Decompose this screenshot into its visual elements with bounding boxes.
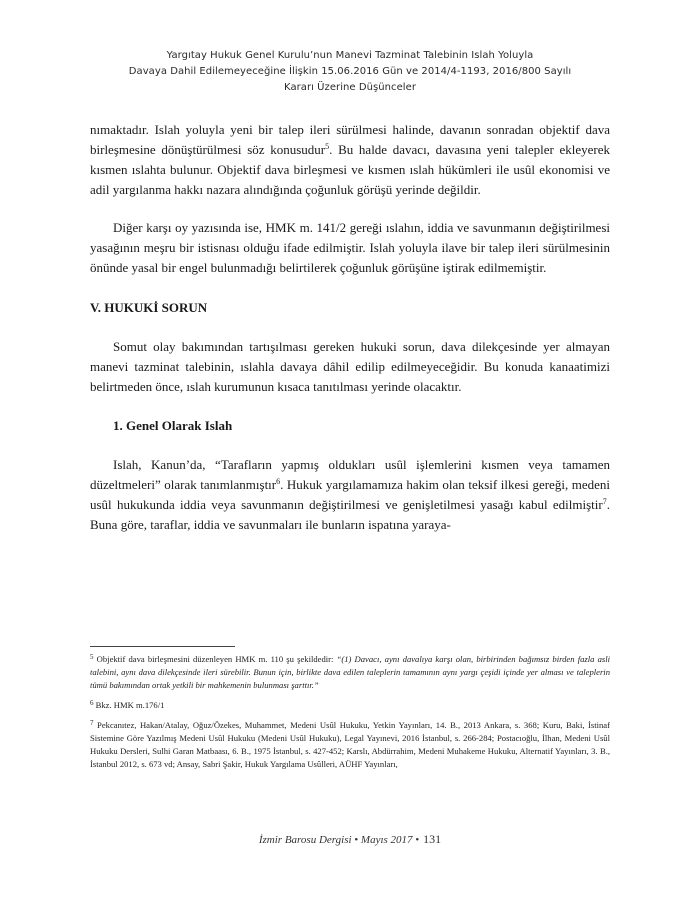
paragraph-2: Diğer karşı oy yazısında ise, HMK m. 141/2 gereği ıslahın, iddia ve savunmanın değiştirilmesi yasağının meşru bir istisnası olduğu ifade edilmiştir. Islah yoluyla ilave bir talep ileri sürülmesinin önünde yasal bir engel bulunmadığı belirtilerek çoğunluk görüşüne iştirak edilmemiştir. bbox=[90, 220, 610, 275]
section-title: V. HUKUKİ SORUN bbox=[90, 300, 208, 315]
page-number: 131 bbox=[423, 832, 442, 846]
footnote-5-quote: “(1) Davacı, aynı davalıya karşı olan, birbirinden bağımsız birden fazla asli talebini, aynı dava dilekçesinde ileri sürebilir. Bunun için, birlikte dava edilen taleplerin tamamının aynı yargı çeşidi içinde yer alması ve taleplerin tümü bakımından ortak yetkili bir mahkemenin bulunması şarttır.” bbox=[90, 654, 610, 690]
footnote-7-text: Pekcanıtez, Hakan/Atalay, Oğuz/Özekes, Muhammet, Medeni Usûl Hukuku, Yetkin Yayınları, 14. B., 2013 Ankara, s. 368; Kuru, Baki, İstinaf Sistemine Göre Yazılmış Medeni Usûl Hukuku (Medeni Usûl Hukuku), Legal Yayınevi, 2016 İstanbul, s. 266-284; Postacıoğlu, İlhan, Medeni Usûl Hukuku Dersleri, Sulhi Garan Matbaası, 6. B., 1975 İstanbul, s. 427-452; Karslı, Abdürrahim, Medeni Muhakeme Hukuku, Alternatif Yayınları, 3. B., İstanbul 2012, s. 673 vd; Ansay, Sabri Şakir, Hukuk Yargılama Usûlleri, AÜHF Yayınları, bbox=[90, 720, 610, 769]
header-line-1: Yargıtay Hukuk Genel Kurulu’nun Manevi Tazminat Talebinin Islah Yoluyla bbox=[166, 50, 534, 61]
header-line-3: Kararı Üzerine Düşünceler bbox=[284, 82, 416, 93]
footnote-6 bbox=[90, 699, 610, 712]
footnote-5 bbox=[90, 653, 610, 692]
paragraph-4-text-3: . Buna göre, taraflar, iddia ve savunmaları ile bunların ispatına yaraya- bbox=[90, 497, 610, 532]
subsection-title: 1. Genel Olarak Islah bbox=[113, 418, 233, 433]
journal-info: İzmir Barosu Dergisi • Mayıs 2017 • bbox=[258, 834, 420, 846]
paragraph-1 bbox=[90, 120, 610, 200]
footnotes bbox=[90, 646, 610, 778]
footnote-7 bbox=[90, 719, 610, 771]
footnote-ref-6[interactable]: 6 bbox=[276, 477, 281, 486]
main-text bbox=[90, 120, 610, 535]
paragraph-1-text-cont: . Bu halde davacı, davasına yeni talepler ekleyerek kısmen ıslahta bulunur. Objektif dava birleşmesi ve kısmen ıslah hükümleri ile usûl ekonomisi ve adil yargılanma hakkı nazara alındığında çoğunluk görüşü yerinde değildir. bbox=[90, 142, 611, 197]
paragraph-4-text-1: Islah, Kanun’da, “Tarafların yapmış oldukları usûl işlemlerini kısmen veya tamamen düzeltmeleri” olarak tanımlanmıştır bbox=[90, 457, 610, 492]
footnote-6-number: 6 bbox=[90, 699, 94, 707]
page-footer bbox=[200, 832, 500, 847]
footnote-6-text: Bkz. HMK m.176/1 bbox=[95, 700, 165, 710]
header-line-2: Davaya Dahil Edilemeyeceğine İlişkin 15.06.2016 Gün ve 2014/4-1193, 2016/800 Sayılı bbox=[128, 66, 572, 77]
footnote-5-number: 5 bbox=[90, 653, 94, 661]
footnote-5-text: Objektif dava birleşmesini düzenleyen HMK m. 110 şu şekildedir: bbox=[96, 654, 337, 664]
footnote-ref-5[interactable]: 5 bbox=[325, 142, 330, 151]
footnote-7-number: 7 bbox=[90, 719, 94, 727]
paragraph-3: Somut olay bakımından tartışılması gereken hukuki sorun, dava dilekçesinde yer almayan manevi tazminat talebinin, ıslahla davaya dâhil edilip edilmeyeceğidir. Bu konuda kanaatimizi belirtmeden önce, ıslah kurumunun kısaca tanıtılması yerinde olacaktır. bbox=[90, 339, 610, 394]
footnote-ref-7[interactable]: 7 bbox=[602, 497, 607, 506]
paragraph-4 bbox=[90, 455, 610, 535]
running-header bbox=[95, 48, 605, 96]
footnote-divider bbox=[90, 646, 235, 647]
paragraph-4-text-2: . Hukuk yargılamamıza hakim olan teksif ilkesi gereği, medeni usûl hukukunda iddia veya savunmanın değiştirilmesi ve genişletilmesi yasağı kabul edilmiştir bbox=[90, 477, 610, 512]
paragraph-1-text: nımaktadır. Islah yoluyla yeni bir talep ileri sürülmesi halinde, davanın sonradan objektif dava birleşmesine dönüştürülmesi söz konusudur bbox=[90, 122, 610, 157]
